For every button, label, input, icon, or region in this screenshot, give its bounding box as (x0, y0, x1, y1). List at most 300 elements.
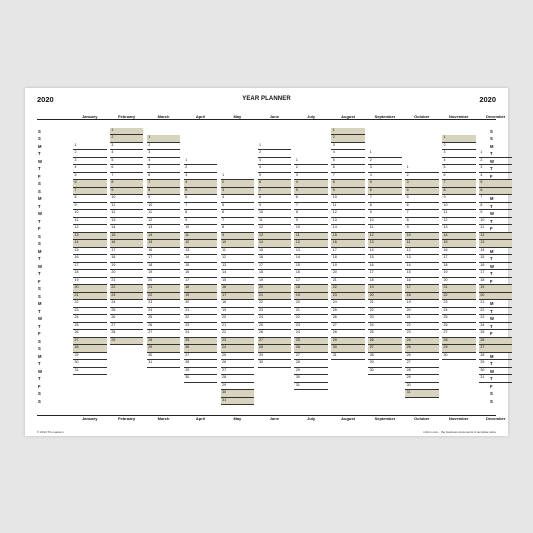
day-cell: 3 (221, 188, 255, 196)
day-cell: 28 (331, 330, 365, 338)
day-cell: 1 (368, 150, 402, 158)
day-cell: 6 (73, 180, 107, 188)
day-cell: 4 (73, 165, 107, 173)
day-cell: 29 (331, 338, 365, 346)
day-cell: 27 (479, 345, 513, 353)
day-cell: 4 (368, 173, 402, 181)
day-cell: 20 (442, 278, 476, 286)
day-cell: 21 (73, 293, 107, 301)
day-cell: 14 (184, 255, 218, 263)
day-cell: 16 (294, 270, 328, 278)
day-cell: 3 (479, 165, 513, 173)
weekday-label-right: T (490, 256, 493, 261)
day-cell: 24 (294, 330, 328, 338)
day-cell: 2 (184, 165, 218, 173)
day-cell: 27 (147, 330, 181, 338)
day-cell: 23 (368, 315, 402, 323)
weekday-label-left: M (38, 248, 42, 254)
day-cell: 12 (147, 218, 181, 226)
day-cell: 25 (73, 323, 107, 331)
day-cell: 5 (368, 180, 402, 188)
calendar-grid (25, 88, 508, 436)
weekday-label-left: M (38, 301, 42, 306)
day-cell: 8 (405, 218, 439, 226)
day-cell: 5 (442, 165, 476, 173)
weekday-label-left: S (38, 188, 41, 194)
weekday-label-left: W (38, 211, 42, 216)
day-cell: 15 (294, 263, 328, 271)
month-header: September (374, 114, 396, 119)
day-cell: 10 (221, 240, 255, 248)
day-cell: 11 (442, 210, 476, 218)
day-cell: 17 (442, 255, 476, 263)
day-cell: 24 (442, 308, 476, 316)
day-cell: 8 (258, 195, 292, 203)
day-cell: 29 (294, 368, 328, 376)
day-cell: 4 (331, 150, 365, 158)
weekday-label-left: S (38, 241, 41, 246)
weekday-label-left: M (38, 353, 42, 359)
weekday-label-right: T (490, 376, 493, 381)
day-cell: 6 (110, 165, 144, 173)
day-cell: 29 (147, 345, 181, 353)
day-cell: 30 (479, 368, 513, 376)
weekday-label-left: F (38, 226, 41, 231)
year-label-right: 2020 (479, 95, 496, 104)
day-cell: 4 (258, 165, 292, 173)
day-cell: 20 (147, 278, 181, 286)
day-cell: 27 (442, 330, 476, 338)
day-cell: 14 (479, 248, 513, 256)
day-cell: 15 (331, 233, 365, 241)
day-cell: 7 (147, 180, 181, 188)
day-cell: 24 (73, 315, 107, 323)
day-cell: 11 (331, 203, 365, 211)
day-cell: 14 (442, 233, 476, 241)
day-cell: 16 (147, 248, 181, 256)
day-cell: 18 (294, 285, 328, 293)
day-cell: 17 (110, 248, 144, 256)
weekday-label-left: S (38, 398, 41, 404)
day-cell: 22 (147, 293, 181, 301)
day-cell: 12 (221, 255, 255, 263)
day-cell: 2 (294, 165, 328, 173)
month-footer: July (307, 416, 316, 421)
day-cell: 16 (73, 255, 107, 263)
day-cell: 25 (184, 338, 218, 346)
weekday-label-right: T (490, 271, 493, 276)
day-cell: 25 (331, 308, 365, 316)
day-cell: 7 (405, 210, 439, 218)
day-cell: 21 (258, 293, 292, 301)
day-cell: 8 (442, 188, 476, 196)
day-cell: 10 (479, 218, 513, 226)
day-cell: 24 (221, 345, 255, 353)
day-cell: 27 (221, 368, 255, 376)
weekday-label-left: T (38, 166, 41, 171)
day-cell: 15 (405, 270, 439, 278)
day-cell: 5 (479, 180, 513, 188)
day-cell: 26 (73, 330, 107, 338)
day-cell: 3 (73, 158, 107, 166)
weekday-label-right: F (490, 226, 493, 231)
day-cell: 7 (73, 188, 107, 196)
month-header: May (233, 114, 242, 119)
weekday-label-left: T (38, 203, 41, 209)
weekday-label-left: S (38, 391, 41, 396)
day-cell: 17 (368, 270, 402, 278)
day-cell: 3 (147, 150, 181, 158)
day-cell: 2 (331, 135, 365, 143)
day-cell: 5 (294, 188, 328, 196)
day-cell: 27 (258, 338, 292, 346)
weekday-label-right: T (490, 203, 493, 209)
day-cell: 1 (442, 135, 476, 143)
day-cell: 19 (405, 300, 439, 308)
day-cell: 24 (368, 323, 402, 331)
weekday-label-left: W (38, 263, 42, 269)
day-cell: 11 (73, 218, 107, 226)
day-cell: 5 (221, 203, 255, 211)
month-footer: January (82, 416, 98, 421)
day-cell: 2 (147, 143, 181, 151)
day-cell: 14 (73, 240, 107, 248)
day-cell: 28 (110, 330, 144, 338)
year-planner-sheet (25, 88, 508, 436)
weekday-label-right: W (490, 368, 494, 374)
day-cell: 27 (110, 323, 144, 331)
day-cell: 12 (405, 248, 439, 256)
day-cell: 20 (405, 308, 439, 316)
day-cell: 11 (110, 203, 144, 211)
day-cell: 25 (405, 345, 439, 353)
weekday-label-left: T (38, 323, 41, 329)
day-cell: 31 (294, 383, 328, 391)
month-header: June (269, 114, 279, 119)
day-cell: 30 (184, 375, 218, 383)
day-cell: 13 (479, 240, 513, 248)
day-cell: 4 (184, 180, 218, 188)
day-cell: 23 (147, 300, 181, 308)
day-cell: 23 (479, 315, 513, 323)
day-cell: 12 (110, 210, 144, 218)
day-cell: 12 (368, 233, 402, 241)
day-cell: 7 (442, 180, 476, 188)
day-cell: 9 (294, 218, 328, 226)
month-header: January (82, 114, 98, 119)
day-cell: 28 (442, 338, 476, 346)
footer-copyright: © 2014 Tim Lawson (37, 430, 64, 434)
day-cell: 1 (184, 158, 218, 166)
day-cell: 2 (110, 135, 144, 143)
day-cell: 11 (221, 248, 255, 256)
day-cell: 27 (184, 353, 218, 361)
day-cell: 8 (331, 180, 365, 188)
day-cell: 3 (110, 143, 144, 151)
day-cell: 7 (110, 173, 144, 181)
day-cell: 8 (147, 188, 181, 196)
day-cell: 22 (368, 308, 402, 316)
day-cell: 13 (221, 263, 255, 271)
day-cell: 10 (110, 195, 144, 203)
day-cell: 17 (221, 293, 255, 301)
day-cell: 26 (258, 330, 292, 338)
day-cell: 29 (184, 368, 218, 376)
weekday-label-left: S (38, 346, 41, 351)
day-cell: 6 (405, 203, 439, 211)
weekday-label-left: S (38, 136, 41, 141)
day-cell: 31 (221, 398, 255, 406)
day-cell: 18 (184, 285, 218, 293)
day-cell: 16 (110, 240, 144, 248)
day-cell: 30 (73, 360, 107, 368)
day-cell: 18 (147, 263, 181, 271)
weekday-label-left: F (38, 383, 41, 389)
day-cell: 16 (184, 270, 218, 278)
day-cell: 13 (73, 233, 107, 241)
day-cell: 28 (368, 353, 402, 361)
month-footer: August (341, 416, 355, 421)
day-cell: 18 (331, 255, 365, 263)
weekday-label-right: M (490, 301, 494, 306)
month-footer: May (233, 416, 242, 421)
day-cell: 21 (184, 308, 218, 316)
day-cell: 14 (221, 270, 255, 278)
day-cell: 19 (479, 285, 513, 293)
day-cell: 31 (147, 360, 181, 368)
weekday-label-left: S (38, 128, 41, 134)
day-cell: 20 (294, 300, 328, 308)
day-cell: 6 (147, 173, 181, 181)
day-cell: 24 (147, 308, 181, 316)
day-cell: 11 (368, 225, 402, 233)
day-cell: 27 (73, 338, 107, 346)
month-footer: November (448, 416, 469, 421)
day-cell: 14 (405, 263, 439, 271)
month-footer: December (485, 416, 506, 421)
weekday-label-left: F (38, 278, 41, 284)
day-cell: 6 (294, 195, 328, 203)
day-cell: 24 (110, 300, 144, 308)
weekday-label-right: M (490, 196, 494, 201)
day-cell: 25 (221, 353, 255, 361)
day-cell: 10 (405, 233, 439, 241)
day-cell: 26 (294, 345, 328, 353)
day-cell: 25 (368, 330, 402, 338)
day-cell: 9 (479, 210, 513, 218)
day-cell: 6 (442, 173, 476, 181)
day-cell: 19 (147, 270, 181, 278)
weekday-label-left: W (38, 368, 42, 374)
day-cell: 18 (479, 278, 513, 286)
month-footer: September (374, 416, 396, 421)
weekday-label-left: T (38, 376, 41, 381)
day-cell: 23 (221, 338, 255, 346)
day-cell: 20 (479, 293, 513, 301)
weekday-label-right: S (490, 128, 493, 134)
day-cell: 24 (405, 338, 439, 346)
weekday-label-left: T (38, 271, 41, 276)
day-cell: 7 (331, 173, 365, 181)
day-cell: 18 (405, 293, 439, 301)
day-cell: 8 (479, 203, 513, 211)
day-cell: 8 (110, 180, 144, 188)
day-cell: 22 (294, 315, 328, 323)
day-cell: 13 (331, 218, 365, 226)
day-cell: 4 (405, 188, 439, 196)
day-cell: 19 (368, 285, 402, 293)
day-cell: 16 (368, 263, 402, 271)
day-cell: 21 (221, 323, 255, 331)
weekday-label-right: T (490, 323, 493, 329)
weekday-label-left: F (38, 173, 41, 179)
day-cell: 15 (368, 255, 402, 263)
day-cell: 7 (221, 218, 255, 226)
day-cell: 4 (147, 158, 181, 166)
day-cell: 31 (405, 390, 439, 398)
day-cell: 22 (184, 315, 218, 323)
weekday-label-right: T (490, 151, 493, 156)
day-cell: 1 (479, 150, 513, 158)
day-cell: 12 (258, 225, 292, 233)
day-cell: 15 (442, 240, 476, 248)
day-cell: 4 (442, 158, 476, 166)
day-cell: 30 (294, 375, 328, 383)
day-cell: 19 (294, 293, 328, 301)
day-cell: 28 (73, 345, 107, 353)
day-cell: 16 (221, 285, 255, 293)
day-cell: 7 (294, 203, 328, 211)
day-cell: 12 (442, 218, 476, 226)
day-cell: 25 (294, 338, 328, 346)
weekday-label-left: S (38, 181, 41, 186)
day-cell: 8 (73, 195, 107, 203)
day-cell: 30 (442, 353, 476, 361)
day-cell: 13 (368, 240, 402, 248)
day-cell: 19 (442, 270, 476, 278)
day-cell: 20 (73, 285, 107, 293)
day-cell: 28 (405, 368, 439, 376)
day-cell: 10 (147, 203, 181, 211)
month-header: August (341, 114, 355, 119)
weekday-label-right: T (490, 361, 493, 366)
month-footer: April (195, 416, 205, 421)
day-cell: 23 (258, 308, 292, 316)
day-cell: 2 (221, 180, 255, 188)
day-cell: 22 (479, 308, 513, 316)
day-cell: 9 (73, 203, 107, 211)
day-cell: 24 (479, 323, 513, 331)
weekday-label-left: S (38, 286, 41, 291)
month-header: October (414, 114, 430, 119)
day-cell: 19 (221, 308, 255, 316)
day-cell: 9 (110, 188, 144, 196)
day-cell: 13 (294, 248, 328, 256)
day-cell: 15 (147, 240, 181, 248)
day-cell: 16 (331, 240, 365, 248)
day-cell: 1 (73, 143, 107, 151)
day-cell: 22 (110, 285, 144, 293)
day-cell: 22 (405, 323, 439, 331)
day-cell: 4 (294, 180, 328, 188)
day-cell: 9 (368, 210, 402, 218)
day-cell: 18 (258, 270, 292, 278)
weekday-label-right: F (490, 331, 493, 336)
day-cell: 18 (221, 300, 255, 308)
day-cell: 21 (331, 278, 365, 286)
day-cell: 20 (184, 300, 218, 308)
day-cell: 17 (294, 278, 328, 286)
day-cell: 29 (221, 383, 255, 391)
day-cell: 26 (405, 353, 439, 361)
day-cell: 6 (331, 165, 365, 173)
weekday-label-right: S (490, 398, 493, 404)
day-cell: 17 (184, 278, 218, 286)
header-rule (37, 119, 496, 120)
day-cell: 30 (221, 390, 255, 398)
day-cell: 3 (258, 158, 292, 166)
weekday-label-right: M (490, 143, 494, 149)
day-cell: 29 (110, 338, 144, 346)
day-cell: 12 (184, 240, 218, 248)
day-cell: 15 (258, 248, 292, 256)
day-cell: 5 (73, 173, 107, 181)
weekday-label-left: T (38, 256, 41, 261)
day-cell: 25 (479, 330, 513, 338)
day-cell: 16 (405, 278, 439, 286)
day-cell: 24 (258, 315, 292, 323)
day-cell: 16 (442, 248, 476, 256)
day-cell: 28 (221, 375, 255, 383)
day-cell: 10 (442, 203, 476, 211)
day-cell: 1 (221, 173, 255, 181)
day-cell: 11 (147, 210, 181, 218)
day-cell: 13 (258, 233, 292, 241)
day-cell: 14 (294, 255, 328, 263)
weekday-label-right: S (490, 391, 493, 396)
footer-site: inform.com · the business documents & template store (423, 430, 496, 434)
day-cell: 29 (368, 360, 402, 368)
day-cell: 18 (368, 278, 402, 286)
day-cell: 27 (331, 323, 365, 331)
day-cell: 3 (442, 150, 476, 158)
day-cell: 22 (331, 285, 365, 293)
day-cell: 3 (331, 143, 365, 151)
day-cell: 23 (294, 323, 328, 331)
day-cell: 18 (110, 255, 144, 263)
day-cell: 26 (331, 315, 365, 323)
day-cell: 22 (258, 300, 292, 308)
day-cell: 26 (442, 323, 476, 331)
day-cell: 22 (221, 330, 255, 338)
day-cell: 9 (221, 233, 255, 241)
day-cell: 10 (294, 225, 328, 233)
day-cell: 22 (73, 300, 107, 308)
day-cell: 26 (479, 338, 513, 346)
day-cell: 5 (184, 188, 218, 196)
day-cell: 29 (442, 345, 476, 353)
day-cell: 2 (405, 173, 439, 181)
day-cell: 17 (147, 255, 181, 263)
weekday-label-left: T (38, 218, 41, 224)
day-cell: 30 (147, 353, 181, 361)
day-cell: 2 (73, 150, 107, 158)
month-footer: October (414, 416, 430, 421)
day-cell: 28 (184, 360, 218, 368)
day-cell: 4 (221, 195, 255, 203)
day-cell: 29 (73, 353, 107, 361)
day-cell: 25 (110, 308, 144, 316)
